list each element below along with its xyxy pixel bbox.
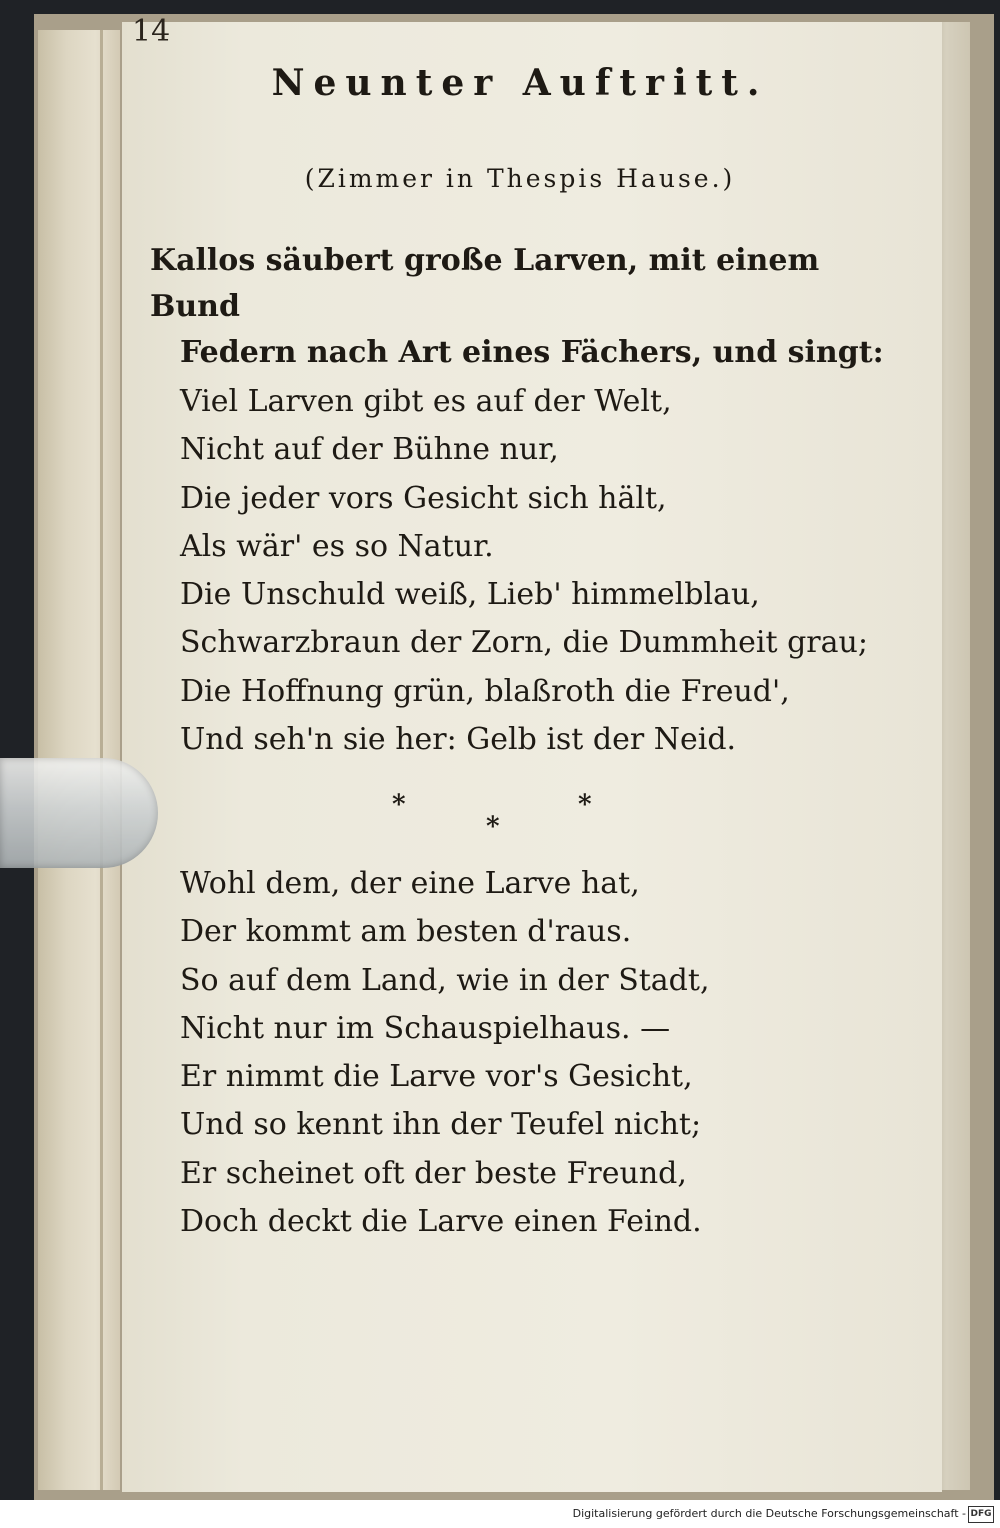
funding-notice: Digitalisierung gefördert durch die Deutsche Forschungsgemeinschaft - <box>572 1507 966 1520</box>
verse-line: Die jeder vors Gesicht sich hält, <box>180 480 667 516</box>
verse-line: Und so kennt ihn der Teufel nicht; <box>180 1107 702 1143</box>
verse-line: Die Hoffnung grün, blaßroth die Freud', <box>180 673 790 709</box>
verse-line: Nicht auf der Bühne nur, <box>180 432 559 468</box>
verse-line: So auf dem Land, wie in der Stadt, <box>180 962 710 998</box>
asterisk-separator: * <box>578 790 592 820</box>
stage-direction <box>150 238 910 376</box>
verse-line: Wohl dem, der eine Larve hat, <box>180 866 640 901</box>
verse-line: Doch deckt die Larve einen Feind. <box>180 1204 702 1240</box>
verse-line: Die Unschuld weiß, Lieb' himmelblau, <box>180 577 760 613</box>
asterisk-separator: * <box>392 790 406 820</box>
scene-setting: (Zimmer in Thespis Hause.) <box>304 164 736 193</box>
stage-direction-line: Federn nach Art eines Fächers, und singt: <box>180 335 884 370</box>
dfg-logo: DFG <box>968 1506 994 1523</box>
page-clip <box>0 758 158 868</box>
verse-line: Als wär' es so Natur. <box>180 528 494 564</box>
verse-line: Und seh'n sie her: Gelb ist der Neid. <box>180 722 737 758</box>
footer-bar <box>0 1500 1000 1528</box>
stage-direction-line: Kallos säubert große Larven, mit einem Bund <box>150 243 820 324</box>
scene-heading: Neunter Auftritt. <box>271 62 769 104</box>
verse-line: Nicht nur im Schauspielhaus. — <box>180 1010 671 1046</box>
asterisk-separator: * <box>486 812 500 842</box>
verse-line: Viel Larven gibt es auf der Welt, <box>180 384 672 419</box>
verse-line: Der kommt am besten d'raus. <box>180 914 632 950</box>
page-number: 14 <box>132 14 171 49</box>
song-stanza-2 <box>180 860 900 1246</box>
verse-line: Er scheinet oft der beste Freund, <box>180 1155 687 1191</box>
song-stanza-1 <box>180 378 900 764</box>
verse-line: Schwarzbraun der Zorn, die Dummheit grau; <box>180 625 868 661</box>
verse-line: Er nimmt die Larve vor's Gesicht, <box>180 1059 693 1095</box>
